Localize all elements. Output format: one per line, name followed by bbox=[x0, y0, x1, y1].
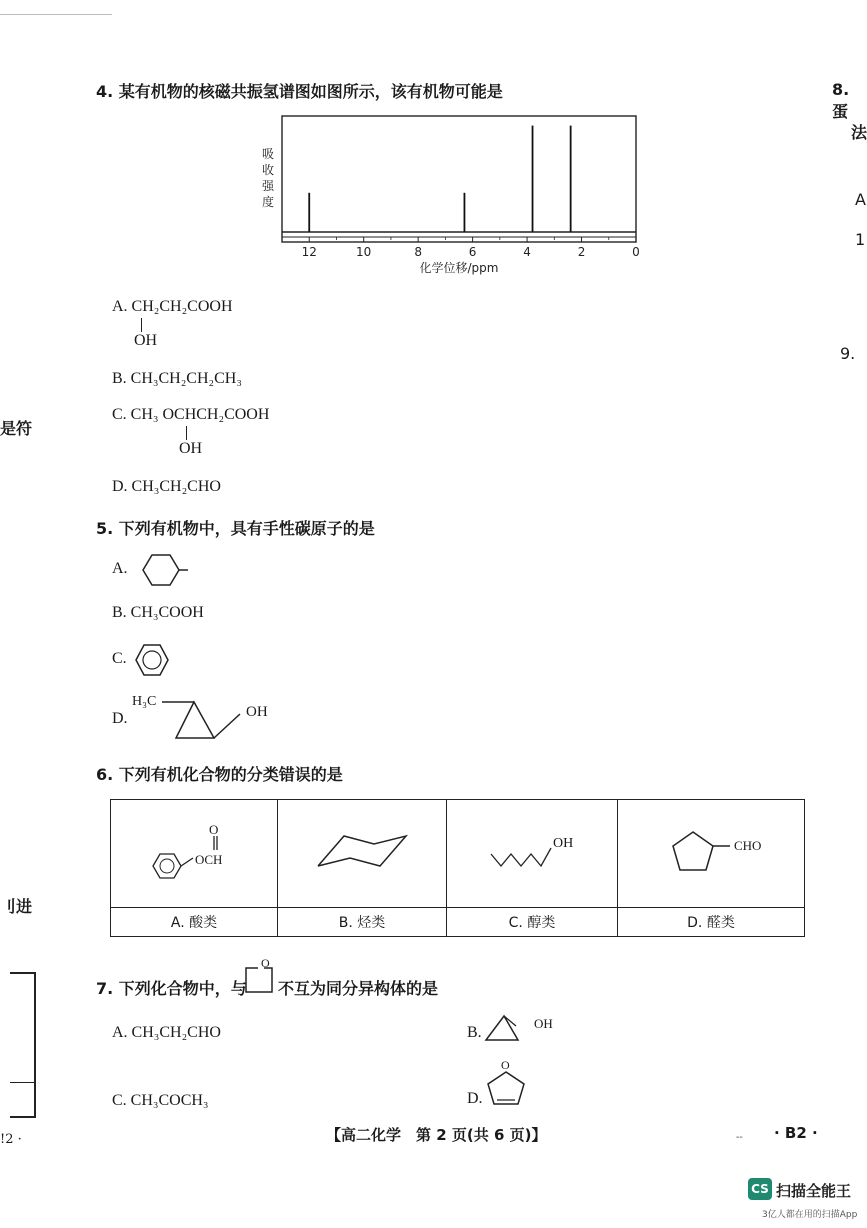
q5-option-b: B. CH₃COOH bbox=[112, 604, 204, 621]
page-code: · B2 · bbox=[774, 1124, 818, 1142]
camscanner-logo-icon: CS bbox=[748, 1178, 772, 1200]
q6-d-cho: CHO bbox=[734, 838, 762, 853]
q4-option-c: C. CH₃ OCHCH₂COOH bbox=[112, 406, 270, 423]
footer-dash: -- bbox=[736, 1132, 743, 1143]
q6-a-o: O bbox=[209, 822, 219, 837]
q6-cell-a bbox=[111, 800, 278, 908]
x-tick-label: 10 bbox=[356, 245, 372, 259]
x-tick-label: 0 bbox=[632, 245, 640, 259]
x-tick-label: 4 bbox=[523, 245, 531, 259]
scanner-subtitle: 3亿人都在用的扫描App bbox=[762, 1210, 858, 1220]
q5-stem: 5. 下列有机物中，具有手性碳原子的是 bbox=[96, 519, 375, 538]
q6-structure-row bbox=[111, 800, 805, 908]
q4-option-a: A. CH₂CH₂COOH bbox=[112, 298, 233, 315]
q7-stem-post: 不互为同分异构体的是 bbox=[278, 979, 439, 998]
q7-option-b: B. bbox=[467, 1024, 482, 1041]
q7-ring-o: O bbox=[261, 956, 270, 970]
plot-frame bbox=[282, 116, 636, 242]
q6-c-oh: OH bbox=[553, 836, 574, 851]
q4-a-bond bbox=[141, 318, 142, 332]
q6-label-b: B. 烃类 bbox=[278, 908, 447, 937]
x-tick-label: 6 bbox=[468, 245, 477, 259]
q7-option-c: C. CH₃COCH₃ bbox=[112, 1092, 209, 1109]
edge-a: A bbox=[855, 190, 866, 209]
q5-option-d: D. bbox=[112, 710, 128, 727]
nmr-chart bbox=[255, 112, 645, 284]
page-footer: 【高二化学 第 2 页(共 6 页)】 bbox=[326, 1126, 547, 1144]
q6-label-c: C. 醇类 bbox=[447, 908, 618, 937]
q6-cell-b bbox=[278, 800, 447, 908]
q6-stem: 6. 下列有机化合物的分类错误的是 bbox=[96, 765, 343, 784]
header-fragment bbox=[0, 6, 112, 15]
q4-option-b: B. CH₃CH₂CH₂CH₃ bbox=[112, 370, 242, 387]
q7-b-oh: OH bbox=[534, 1016, 553, 1031]
q6-cell-d bbox=[618, 800, 805, 908]
q5-d-oh: OH bbox=[246, 704, 268, 720]
q6-cell-c bbox=[447, 800, 618, 908]
q6-label-a: A. 酸类 bbox=[111, 908, 278, 937]
ylabel-char: 收 bbox=[262, 163, 275, 177]
cyclopentanecarbaldehyde-icon bbox=[666, 826, 756, 886]
q6-label-row bbox=[111, 908, 805, 937]
q7-option-d: D. bbox=[467, 1090, 483, 1107]
x-tick-label: 8 bbox=[414, 245, 422, 259]
q5-option-a: A. bbox=[112, 560, 128, 577]
q7-d-o: O bbox=[501, 1058, 510, 1072]
nmr-spectrum-svg bbox=[255, 112, 645, 284]
q6-label-d: D. 醛类 bbox=[618, 908, 805, 937]
edge-b: 1 bbox=[855, 230, 866, 249]
edge-bracket bbox=[10, 972, 36, 1118]
ylabel-char: 吸 bbox=[262, 147, 275, 161]
q5-d-h3c: H₃C bbox=[132, 694, 157, 709]
ylabel-char: 强 bbox=[262, 179, 275, 193]
q4-stem: 4. 某有机物的核磁共振氢谱图如图所示，该有机物可能是 bbox=[96, 82, 503, 101]
cyclohexane-chair-icon bbox=[314, 832, 414, 876]
q6-a-och: OCH bbox=[195, 852, 223, 867]
q4-option-c-oh: OH bbox=[179, 440, 203, 457]
x-tick-label: 2 bbox=[577, 245, 586, 259]
q7-stem-pre: 7. 下列化合物中，与 bbox=[96, 979, 247, 998]
q4-option-a-oh: OH bbox=[134, 332, 158, 349]
oxetane-icon bbox=[242, 962, 276, 996]
scanner-title: 扫描全能王 bbox=[776, 1182, 852, 1200]
edge-shifu: 是符 bbox=[0, 419, 33, 438]
edge-zejin: 刂进 bbox=[0, 897, 33, 916]
q5-option-c: C. bbox=[112, 650, 127, 667]
x-tick-label: 12 bbox=[301, 245, 317, 259]
benzene-icon bbox=[132, 641, 172, 679]
edge-q9: 9. bbox=[840, 344, 856, 363]
edge-fa: 法 bbox=[851, 123, 867, 142]
edge-num: !2 · bbox=[0, 1132, 22, 1147]
ylabel-char: 度 bbox=[262, 195, 275, 209]
q6-table bbox=[110, 799, 805, 937]
q7-option-a: A. CH₃CH₂CHO bbox=[112, 1024, 221, 1041]
x-axis-label: 化学位移/ppm bbox=[419, 261, 499, 275]
methylcyclopropanol-icon bbox=[160, 698, 250, 744]
edge-q8: 8. 蛋 bbox=[832, 80, 850, 121]
methylcyclohexane-icon bbox=[134, 552, 190, 588]
edge-bracket-line bbox=[10, 1082, 34, 1083]
q4-option-d: D. CH₃CH₂CHO bbox=[112, 478, 221, 495]
q4-c-bond bbox=[186, 426, 187, 440]
nmr-ylabel bbox=[262, 146, 278, 210]
